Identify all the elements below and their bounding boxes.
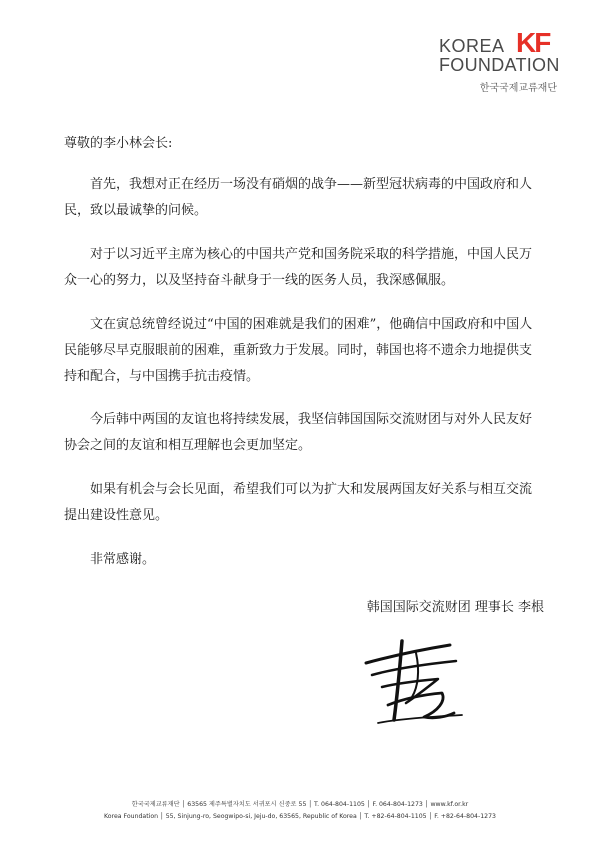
letter-paragraph: 对于以习近平主席为核心的中国共产党和国务院采取的科学措施，中国人民万众一心的努力，以及坚持奋斗献身于一线的医务人员，我深感佩服。: [64, 247, 533, 288]
letter-paragraph: 今后韩中两国的友谊也将持续发展，我坚信韩国国际交流财团与对外人民友好协会之间的友谊和相互理解也会更加坚定。: [64, 412, 533, 453]
letter-salutation: 尊敬的李小林会长:: [64, 136, 173, 151]
logo-korean-name: 한국국제교류재단: [479, 83, 557, 94]
logo-korea-text: KOREA: [439, 36, 505, 56]
logo-foundation-text: FOUNDATION: [439, 55, 560, 75]
korea-foundation-logo: [439, 27, 560, 99]
letter-paragraph: 如果有机会与会长见面，希望我们可以为扩大和发展两国友好关系与相互交流提出建设性意见。: [64, 482, 533, 523]
handwritten-signature: [358, 635, 468, 730]
logo-kf-mark: KF: [516, 27, 550, 58]
letter-signoff: 韩国国际交流财团 理事长 李根: [366, 600, 544, 615]
letter-paragraph: 首先，我想对正在经历一场没有硝烟的战争——新型冠状病毒的中国政府和人民，致以最诚挚的问候。: [64, 177, 533, 218]
letter-closing: 非常感谢。: [90, 552, 156, 567]
letter-paragraph: 文在寅总统曾经说过“中国的困难就是我们的困难”，他确信中国政府和中国人民能够尽早克服眼前的困难，重新致力于发展。同时，韩国也将不遗余力地提供支持和配合，与中国携手抗击疫情。: [64, 317, 533, 384]
footer-address-english: Korea Foundation │ 55, Sinjung-ro, Seogwipo-si, Jeju-do, 63565, Republic of Korea │ T. +82-64-804-1105 │ F. +82-64-804-1273: [104, 813, 496, 820]
footer-address-korean: 한국국제교류재단 │ 63565 제주특별자치도 서귀포시 신중로 55 │ T. 064-804-1105 │ F. 064-804-1273 │ www.kf.or.kr: [131, 801, 469, 808]
